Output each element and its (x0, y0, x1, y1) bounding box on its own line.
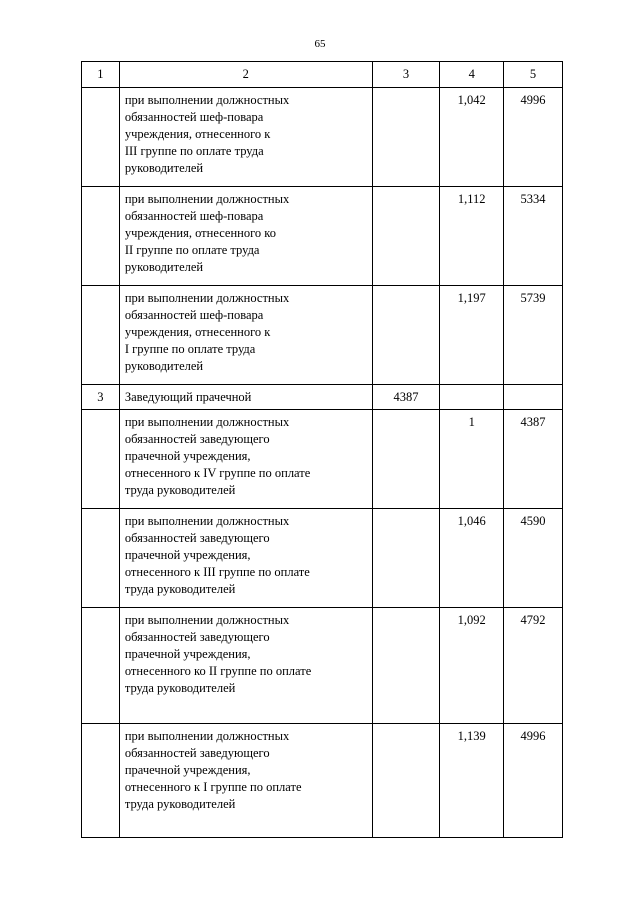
header-col-1: 1 (82, 62, 120, 88)
row-number-cell (82, 410, 120, 509)
salary-table (81, 61, 563, 838)
position-description-cell: при выполнении должностных обязанностей шеф-повара учреждения, отнесенного к III группе по оплате труда руководителей (119, 88, 372, 187)
table-row (82, 410, 563, 509)
salary-amount-cell: 4792 (503, 608, 562, 724)
row-number-cell (82, 88, 120, 187)
base-salary-cell (372, 286, 440, 385)
coefficient-cell: 1,139 (440, 724, 503, 838)
salary-amount-cell: 4590 (503, 509, 562, 608)
table-row (82, 509, 563, 608)
row-number-cell (82, 187, 120, 286)
coefficient-cell (440, 385, 503, 410)
coefficient-cell: 1,046 (440, 509, 503, 608)
salary-amount-cell: 5739 (503, 286, 562, 385)
header-col-2: 2 (119, 62, 372, 88)
table-row (82, 286, 563, 385)
base-salary-cell (372, 724, 440, 838)
header-col-4: 4 (440, 62, 503, 88)
row-number-cell (82, 608, 120, 724)
table-row (82, 724, 563, 838)
salary-amount-cell: 5334 (503, 187, 562, 286)
page-number: 65 (314, 38, 326, 50)
base-salary-cell (372, 410, 440, 509)
coefficient-cell: 1,042 (440, 88, 503, 187)
salary-amount-cell: 4996 (503, 724, 562, 838)
salary-amount-cell: 4996 (503, 88, 562, 187)
table-row (82, 187, 563, 286)
position-title-cell: Заведующий прачечной (119, 385, 372, 410)
position-description-cell: при выполнении должностных обязанностей шеф-повара учреждения, отнесенного ко II группе по оплате труда руководителей (119, 187, 372, 286)
base-salary-cell (372, 509, 440, 608)
table-row (82, 608, 563, 724)
row-number-cell (82, 286, 120, 385)
base-salary-cell: 4387 (372, 385, 440, 410)
position-description-cell: при выполнении должностных обязанностей шеф-повара учреждения, отнесенного к I группе по оплате труда руководителей (119, 286, 372, 385)
salary-amount-cell: 4387 (503, 410, 562, 509)
row-number-cell (82, 724, 120, 838)
header-col-5: 5 (503, 62, 562, 88)
position-description-cell: при выполнении должностных обязанностей заведующего прачечной учреждения, отнесенного ко II группе по оплате труда руководителей (119, 608, 372, 724)
position-description-cell: при выполнении должностных обязанностей заведующего прачечной учреждения, отнесенного к III группе по оплате труда руководителей (119, 509, 372, 608)
table-header-row (82, 62, 563, 88)
row-number-cell (82, 509, 120, 608)
header-col-3: 3 (372, 62, 440, 88)
base-salary-cell (372, 608, 440, 724)
coefficient-cell: 1,197 (440, 286, 503, 385)
salary-amount-cell (503, 385, 562, 410)
row-number-cell: 3 (82, 385, 120, 410)
table-row (82, 385, 563, 410)
coefficient-cell: 1 (440, 410, 503, 509)
coefficient-cell: 1,092 (440, 608, 503, 724)
table-row (82, 88, 563, 187)
coefficient-cell: 1,112 (440, 187, 503, 286)
base-salary-cell (372, 88, 440, 187)
base-salary-cell (372, 187, 440, 286)
position-description-cell: при выполнении должностных обязанностей заведующего прачечной учреждения, отнесенного к IV группе по оплате труда руководителей (119, 410, 372, 509)
position-description-cell: при выполнении должностных обязанностей заведующего прачечной учреждения, отнесенного к I группе по оплате труда руководителей (119, 724, 372, 838)
